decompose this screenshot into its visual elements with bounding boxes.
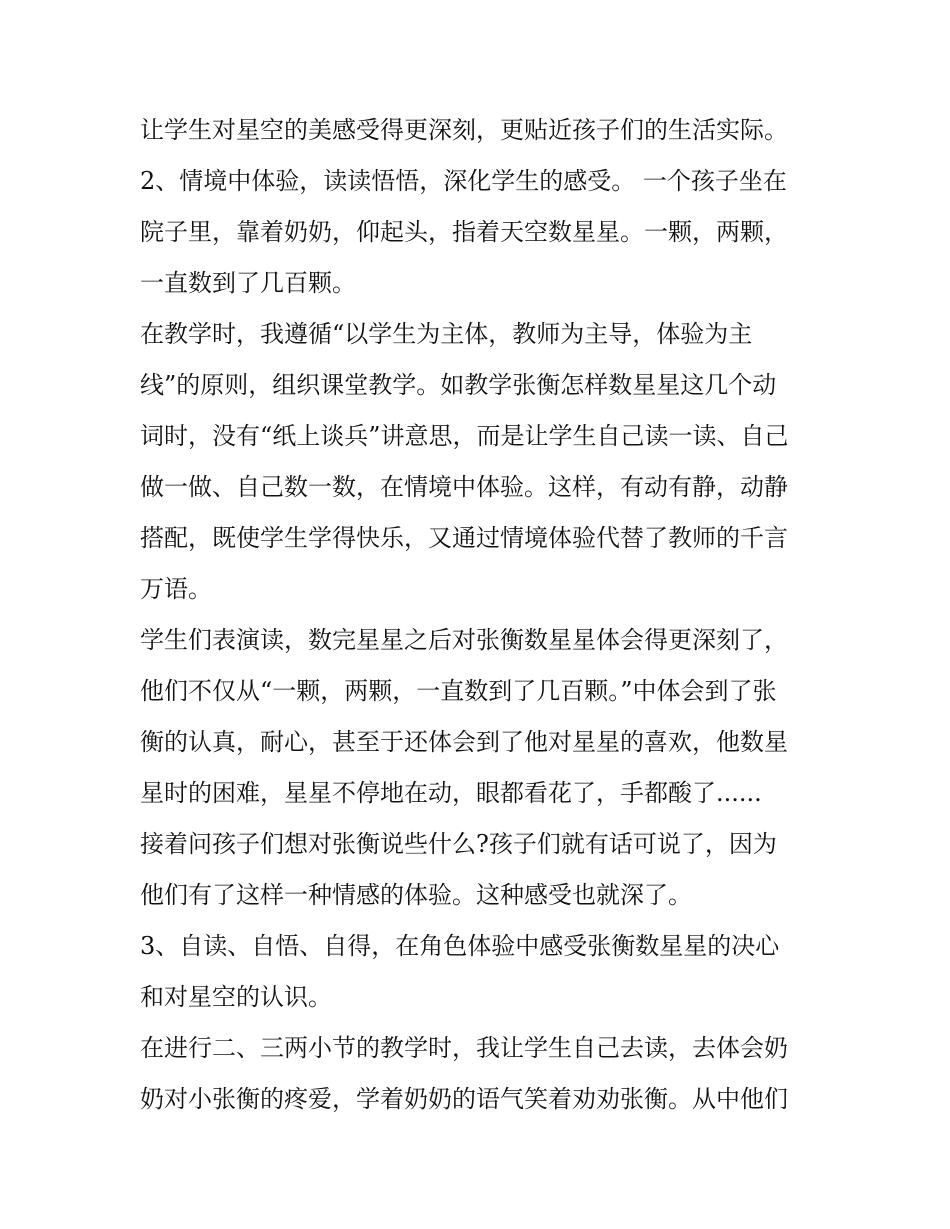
text-line: 让学生对星空的美感受得更深刻，更贴近孩子们的生活实际。 (140, 116, 788, 144)
text-line: 线”的原则，组织课堂教学。如教学张衡怎样数星星这几个动 (140, 371, 777, 399)
text-line: 2、情境中体验，读读悟悟，深化学生的感受。 一个孩子坐在 (140, 167, 787, 195)
text-line: 做一做、自己数一数，在情境中体验。这样，有动有静，动静 (140, 473, 788, 501)
text-line: 奶对小张衡的疼爱，学着奶奶的语气笑着劝劝张衡。从中他们 (140, 1085, 788, 1113)
text-line: 他们不仅从“一颗，两颗，一直数到了几百颗。”中体会到了张 (140, 677, 777, 705)
text-line: 万语。 (140, 575, 212, 603)
text-line: 3、自读、自悟、自得，在角色体验中感受张衡数星星的决心 (140, 932, 780, 960)
text-line: 和对星空的认识。 (140, 983, 332, 1011)
text-line: 星时的困难，星星不停地在动，眼都看花了，手都酸了...... (140, 779, 762, 807)
text-line: 在进行二、三两小节的教学时，我让学生自己去读，去体会奶 (140, 1034, 788, 1062)
text-line: 接着问孩子们想对张衡说些什么?孩子们就有话可说了，因为 (140, 830, 777, 858)
body-text (140, 105, 830, 1125)
text-line: 他们有了这样一种情感的体验。这种感受也就深了。 (140, 881, 692, 909)
text-line: 衡的认真，耐心，甚至于还体会到了他对星星的喜欢，他数星 (140, 728, 788, 756)
text-line: 一直数到了几百颗。 (140, 269, 356, 297)
text-line: 搭配，既使学生学得快乐，又通过情境体验代替了教师的千言 (140, 524, 788, 552)
text-line: 词时，没有“纸上谈兵”讲意思，而是让学生自己读一读、自己 (140, 422, 789, 450)
text-line: 学生们表演读，数完星星之后对张衡数星星体会得更深刻了， (140, 626, 788, 654)
text-line: 在教学时，我遵循“以学生为主体，教师为主导，体验为主 (140, 320, 753, 348)
text-line: 院子里，靠着奶奶，仰起头，指着天空数星星。一颗，两颗， (140, 218, 788, 246)
